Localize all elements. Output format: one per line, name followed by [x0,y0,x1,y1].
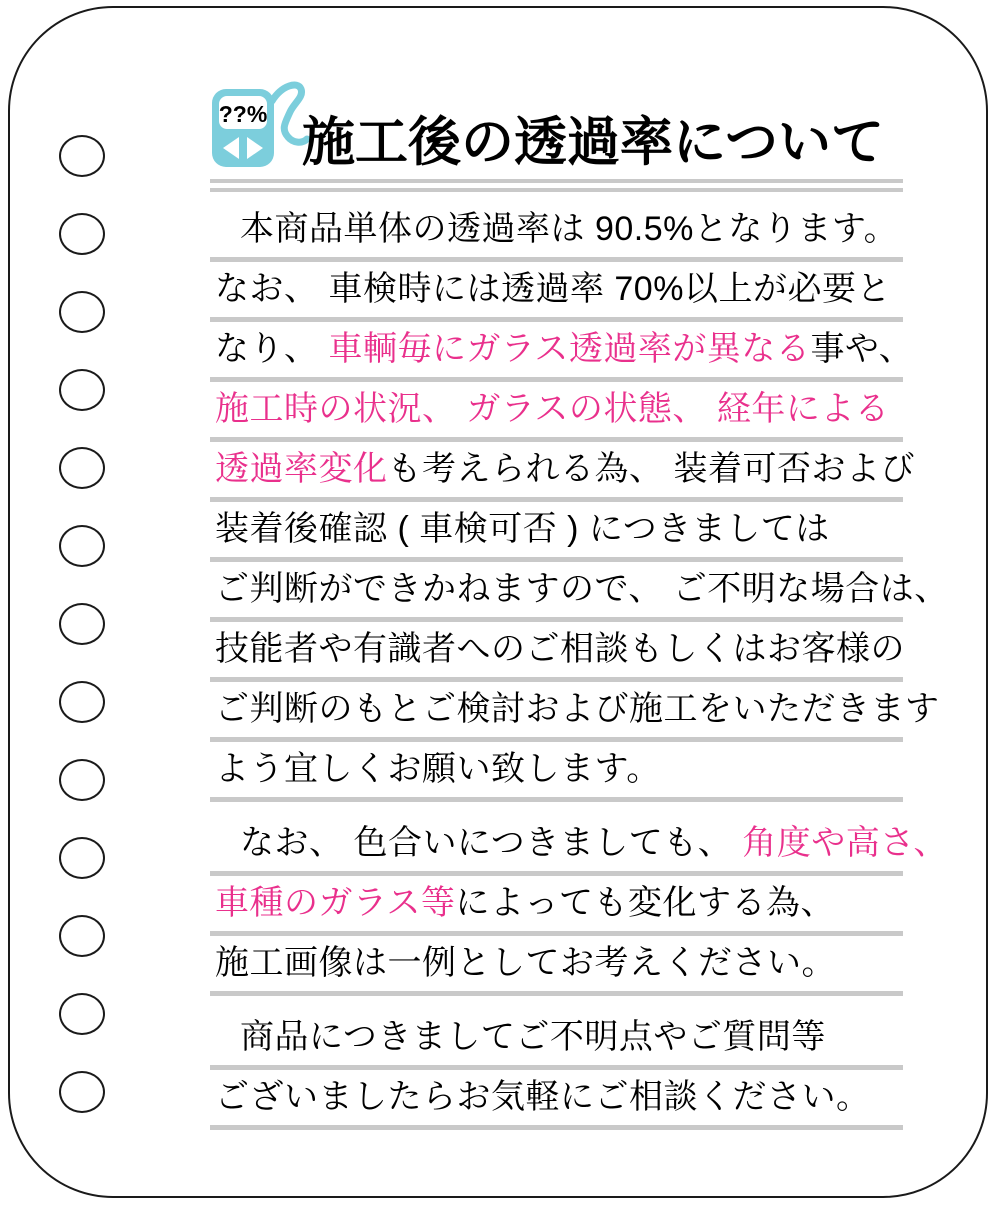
text-line [210,936,903,996]
binding-hole [59,681,105,723]
binding-holes-column [59,8,119,1196]
text-segment: なお、 色合いにつきましても、 [240,824,743,862]
text-line [210,622,903,682]
text-line-content [210,816,948,871]
text-line [210,682,940,742]
text-line [210,502,903,562]
divider-line [210,179,903,183]
text-line [210,816,948,876]
text-line-content [210,682,940,737]
text-line [210,562,949,622]
binding-hole [59,213,105,255]
text-line-content [210,262,903,317]
text-segment: によっても変化する為、 [455,884,835,922]
binding-hole [59,603,105,645]
text-segment: ご判断ができかねますので、 ご不明な場合は、 [215,570,949,608]
transmittance-meter-icon [210,81,310,173]
text-line-content [210,876,903,931]
text-line-content [210,502,903,557]
text-line-content [210,936,903,991]
text-line [210,262,903,322]
text-segment: も考えられる為、 装着可否および [387,450,915,488]
text-line-content [210,322,914,377]
binding-hole [59,369,105,411]
binding-hole [59,525,105,567]
divider-line [210,188,903,192]
text-line-content [210,382,903,437]
text-line [210,1070,903,1130]
binding-hole [59,993,105,1035]
text-line-content [210,742,903,797]
text-line [210,1010,903,1070]
text-line-content [210,202,903,257]
text-line [210,202,903,262]
text-line [210,322,914,382]
text-line [210,876,903,936]
text-line [210,742,903,802]
text-segment: 施工時の状況、 ガラスの状態、 経年による [215,390,890,428]
text-segment: 透過率変化 [215,450,388,488]
text-segment: よう宜しくお願い致します。 [215,750,661,788]
binding-hole [59,135,105,177]
text-segment: なり、 [215,330,329,368]
text-line-content [210,562,949,617]
text-line-content [210,622,903,677]
text-segment: 角度や高さ、 [742,824,948,862]
text-segment: ご判断のもとご検討および施工をいただきます [215,690,940,728]
ruled-line [210,797,903,802]
notepad-sheet [8,6,988,1198]
binding-hole [59,915,105,957]
ruled-line [210,1125,903,1130]
text-segment: 施工画像は一例としてお考えください。 [215,944,836,982]
text-segment: 事や、 [810,330,914,368]
header-divider [210,179,903,192]
text-segment: ございましたらお気軽にご相談ください。 [215,1078,871,1116]
ruled-line [210,991,903,996]
text-line-content [210,1070,903,1125]
text-segment: 本商品単体の透過率は 90.5%となります。 [240,210,899,248]
content-area [210,83,949,1130]
page-header [210,83,903,172]
text-segment: 車種のガラス等 [215,884,456,922]
binding-hole [59,447,105,489]
text-segment: なお、 車検時には透過率 70%以上が必要と [215,270,891,308]
binding-hole [59,759,105,801]
binding-hole [59,291,105,333]
text-segment: 車輌毎にガラス透過率が異なる [328,330,811,368]
meter-screen-text: ??% [218,101,268,127]
text-segment: 装着後確認 ( 車検可否 ) につきましては [215,510,830,548]
text-line [210,382,903,442]
body-text [210,202,949,1130]
text-segment: 商品につきましてご不明点やご質問等 [240,1018,826,1056]
text-line [210,442,915,502]
binding-hole [59,1071,105,1113]
binding-hole [59,837,105,879]
text-line-content [210,1010,903,1065]
text-line-content [210,442,915,497]
page-title: 施工後の透過率について [302,113,884,172]
text-segment: 技能者や有識者へのご相談もしくはお客様の [215,630,905,668]
